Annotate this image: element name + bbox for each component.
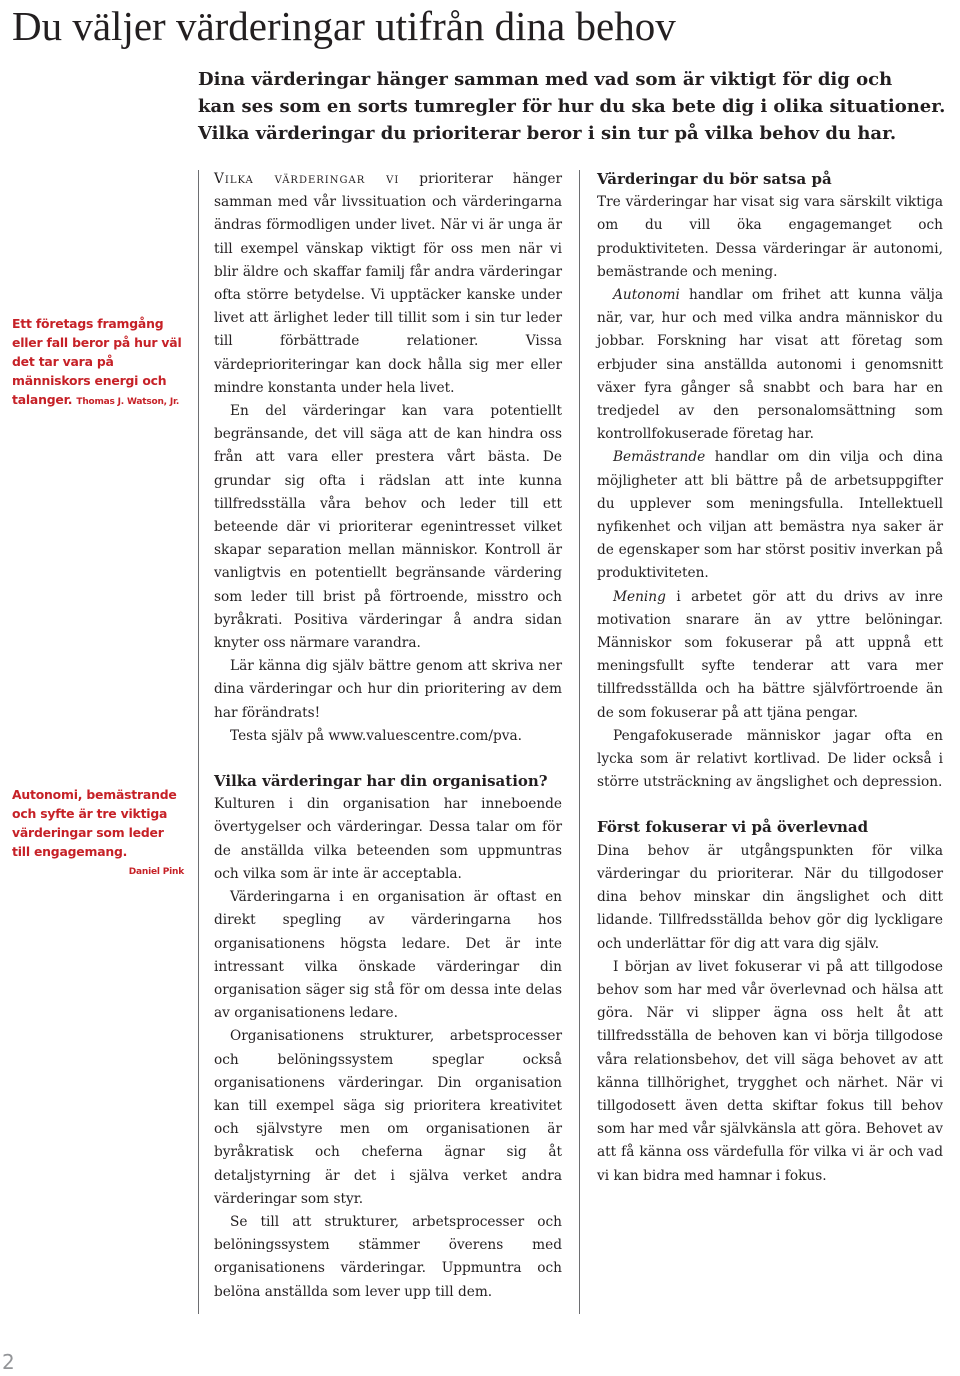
article-column-right [597,168,943,1188]
body-paragraph: Organisationens strukturer, arbetsprocesser och belöningssystem speglar också organisationens värderingar. Din organisation kan till exempel säga sig prioritera kreativitet och självstyre men om organisationen är byråkratisk och cheferna ägnar sig åt detaljstyrning är det i själva verket andra värderingar som styr. [214,1028,562,1207]
body-paragraph: Kulturen i din organisation har inneboende övertygelser och värderingar. Dessa talar om för de anställda vilka beteenden som uppmuntras och vilka som är inte är acceptabla. [214,796,562,882]
body-paragraph: Autonomi handlar om frihet att kunna välja när, var, hur och med vilka andra människor du jobbar. Forskning har visat att företag som erbjuder sina anställda autonomi i genomsnitt växer fyra gånger så snabbt och bara har en tredjedel av den personalomsättning som kontrollfokuserade företag har. [597,287,943,443]
quote-author: Thomas J. Watson, Jr. [76,397,180,407]
body-paragraph: Mening i arbetet gör att du drivs av inre motivation snarare än av yttre belöningar. Människor som fokuserar på att uppnå ett meningsfullt syfte tenderar att vara mer tillfredsställda och ha bättre självförtroende än de som fokuserar på att tjäna pengar. [597,588,943,721]
body-paragraph: Dina behov är utgångspunkten för vilka värderingar du prioriterar. När du tillgodoser dina behov minskar din ängslighet och ditt lidande. Tillfredsställda behov gör dig lyckligare och underlättar för dig att vara dig själv. [597,842,943,952]
quote-text: Ett företags framgång eller fall beror på hur väl det tar vara på människors energi och talanger. [12,316,182,407]
pull-quote-watson [12,314,184,412]
body-paragraph: I början av livet fokuserar vi på att tillgodose behov som har med vår överlevnad och hälsa att göra. När vi slipper ägna oss helt åt att tillfredsställa de behoven kan vi börja tillgodose våra relationsbehov, det vill säga behovet av att känna tillhörighet, trygghet och närhet. När vi tillgodosett även detta skiftar fokus till behov som har med vår självkänsla att göra. Behovet av att få känna oss värdefulla för vilka vi är och vad vi kan bidra med hamnar i fokus. [597,958,943,1184]
pull-quote-pink [12,785,184,882]
lead-line: kan ses som en sorts tumregler för hur du ska bete dig i olika situationer. [198,96,946,117]
body-paragraph: Pengafokuserade människor jagar ofta en lycka som är relativt kortlivad. De lider också i större utsträckning av ängslighet och depression. [597,727,943,791]
body-paragraph: Bemästrande handlar om din vilja och dina möjligheter att bli bättre på de arbetsuppgifter du upplever som meningsfulla. Intellektuell nyfikenhet och viljan att bemästra nya saker är de egenskaper som har störst positiv inverkan på produktiviteten. [597,449,943,582]
page-number: 2 [2,1350,15,1374]
column-divider-middle [579,170,580,1314]
section-heading: Vilka värderingar har din organisation? [214,772,548,791]
lead-line: Dina värderingar hänger samman med vad som är viktigt för dig och [198,69,893,90]
section-heading: Värderingar du bör satsa på [597,170,832,188]
article-column-middle [214,168,562,1304]
lead-line: Vilka värderingar du prioriterar beror i sin tur på vilka behov du har. [198,123,897,144]
quote-text: Autonomi, bemästrande och syfte är tre viktiga värderingar som leder till engagemang. [12,787,177,859]
body-paragraph: Lär känna dig själv bättre genom att skriva ner dina värderingar och hur din prioritering av dem har förändrats! [214,658,562,721]
quote-author: Daniel Pink [128,867,184,877]
body-paragraph: Se till att strukturer, arbetsprocesser och belöningssystem stämmer överens med organisationens värderingar. Uppmuntra och belöna anställda som lever upp till dem. [214,1213,562,1300]
body-paragraph: Vilka värderingar vi prioriterar hänger samman med vår livssituation och värderingarna ändras förmodligen under livet. När vi är unga är till exempel vänskap viktigt för oss men när vi blir äldre och skaffar familj får andra värderingar ofta större betydelse. Vi upptäcker kanske under livet att ärlighet leder till tillit som i sin tur leder till förbättrade relationer. Vissa värdeprioriteringar kan dock hålla sig mer eller mindre konstanta under hela livet. [214,171,562,396]
page-title: Du väljer värderingar utifrån dina behov [12,3,676,49]
section-heading: Först fokuserar vi på överlevnad [597,818,869,837]
column-divider-left [198,170,199,1314]
body-paragraph: Testa själv på www.valuescentre.com/pva. [230,727,523,744]
body-paragraph: Värderingarna i en organisation är oftast en direkt spegling av värderingarna hos organisationens högsta ledare. Det är inte intressant vilka önskade värderingar din organisation säger sig stå för om dessa inte delas av organisationens ledare. [214,889,562,1022]
body-paragraph: En del värderingar kan vara potentiellt begränsande, det vill säga att de kan hindra oss från att vara eller prestera vårt bästa. De grundar sig ofta i rädslan att inte kunna tillfredsställa våra behov och leder till ett beteende där vi prioriterar egenintresset vilket skapar separation mellan människor. Kontroll är vanligtvis en potentiellt begränsande värdering som leder till brist på förtroende, misstro och byråkrati. Positiva värderingar å andra sidan knyter oss närmare varandra. [214,403,562,652]
body-paragraph: Tre värderingar har visat sig vara särskilt viktiga om du vill öka engagemanget och produktiviteten. Dessa värderingar är autonomi, bemästrande och mening. [597,194,943,280]
lead-paragraph [198,66,946,147]
drop-in-smallcaps: Vilka värderingar vi [214,171,400,187]
